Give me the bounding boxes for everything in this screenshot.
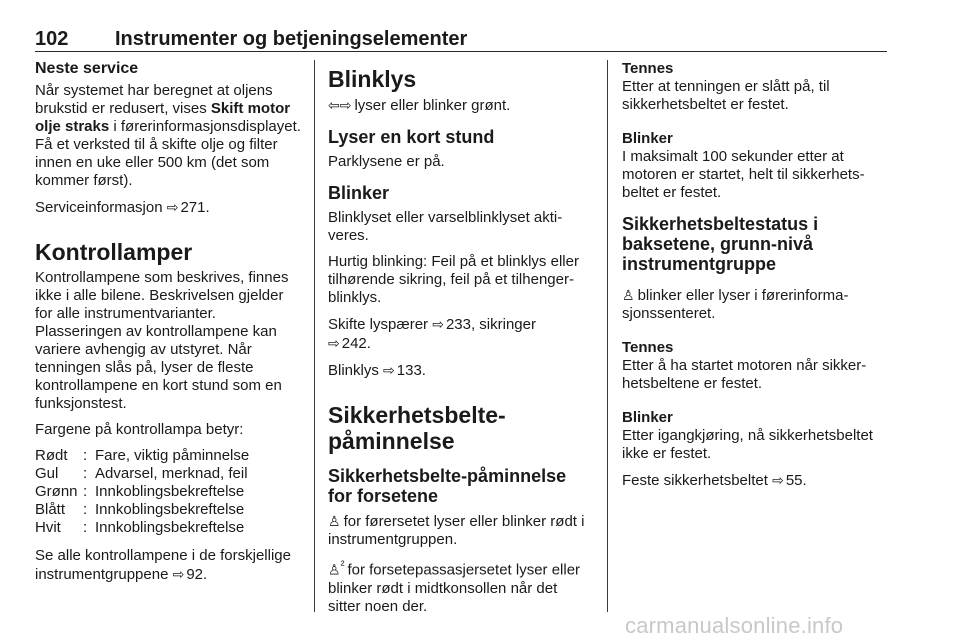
seatbelt-person-icon: ♙$^{^2}$ bbox=[328, 559, 345, 578]
page-ref-link[interactable]: 233, sikringer bbox=[445, 316, 536, 333]
text: for forsetepassasjersetet lyser eller blinker rødt i midtkonsollen når det sitter noen der. bbox=[328, 561, 581, 615]
color-name: Hvit bbox=[35, 519, 61, 536]
heading-line: påminnelse bbox=[328, 428, 455, 454]
paragraph bbox=[328, 315, 592, 353]
seatbelt-person-icon: ♙ bbox=[328, 513, 341, 529]
page-ref-link[interactable]: 271. bbox=[180, 199, 210, 216]
color-meaning: Advarsel, merknad, feil bbox=[95, 465, 248, 482]
ref-arrow-icon: ⇨ bbox=[172, 566, 185, 582]
header-rule bbox=[35, 51, 887, 52]
color-name: Blått bbox=[35, 501, 66, 518]
table-row bbox=[35, 501, 249, 519]
bold-text: Skift motor olje straks bbox=[35, 100, 291, 135]
page-number: 102 bbox=[35, 28, 69, 50]
paragraph: Kontrollampene som beskrives, finnes ikke i alle bilene. Beskrivelsen gjelder for alle instrumentvarianter. Plasseringen av kontrollampene kan variere avhengig av utstyret. Når tenningen slås på, lyser de fleste kontrollampene en kort stund som en funksjonstest. bbox=[35, 269, 289, 412]
text: blinker eller lyser i førerinformasjonssenteret. bbox=[622, 287, 849, 322]
page-title: Instrumenter og betjeningselementer bbox=[115, 28, 468, 50]
table-row bbox=[35, 483, 249, 501]
column-2 bbox=[328, 60, 592, 624]
page-header bbox=[35, 4, 887, 48]
text: Feste sikkerhetsbeltet bbox=[622, 472, 768, 489]
paragraph: Parklysene er på. bbox=[328, 153, 445, 170]
text: Når systemet har beregnet at oljens brukstid er redusert, vises bbox=[35, 82, 273, 117]
text: for førersetet lyser eller blinker rødt i instrumentgruppen. bbox=[328, 513, 585, 548]
superscript: ² bbox=[340, 559, 345, 572]
paragraph bbox=[328, 512, 592, 549]
text: Skifte lyspærer bbox=[328, 316, 429, 333]
paragraph bbox=[35, 547, 303, 584]
sub-heading-blinker: Blinker bbox=[328, 183, 390, 203]
color-name: Gul bbox=[35, 465, 59, 482]
paragraph: Etter igangkjøring, nå sikkerhetsbeltet ikke er festet. bbox=[622, 427, 873, 462]
section-heading-neste-service: Neste service bbox=[35, 60, 139, 77]
watermark-text: carmanualsonline.info bbox=[625, 613, 844, 638]
separator: : bbox=[83, 519, 88, 536]
page-ref-link[interactable]: 55. bbox=[785, 472, 807, 489]
page-ref-link[interactable]: 133. bbox=[396, 362, 426, 379]
ref-arrow-icon: ⇨ bbox=[383, 362, 395, 378]
column-3 bbox=[622, 60, 886, 498]
paragraph: Fargene på kontrollampa betyr: bbox=[35, 421, 244, 438]
table-row bbox=[35, 465, 249, 483]
table-row bbox=[35, 519, 249, 537]
paragraph bbox=[622, 471, 886, 490]
paragraph: Blinklyset eller varselblinklyset aktiveres. bbox=[328, 209, 563, 244]
separator: : bbox=[83, 501, 88, 518]
paragraph bbox=[622, 286, 886, 323]
section-heading-kontrollamper: Kontrollamper bbox=[35, 239, 193, 265]
paragraph bbox=[35, 82, 303, 190]
sub-heading-tennes: Tennes bbox=[622, 339, 674, 356]
separator: : bbox=[83, 447, 88, 464]
color-meaning: Innkoblingsbekreftelse bbox=[95, 501, 245, 518]
color-meaning-table bbox=[35, 447, 249, 537]
paragraph bbox=[328, 96, 592, 115]
column-divider bbox=[314, 60, 315, 612]
paragraph: Hurtig blinking: Feil på et blinklys eller tilhørende sikring, feil på et tilhengerblinklys. bbox=[328, 253, 579, 306]
sub-heading-forsetene: Sikkerhetsbelte-påminnelse for forsetene bbox=[328, 466, 567, 506]
paragraph: Etter å ha startet motoren når sikkerhetsbeltene er festet. bbox=[622, 357, 867, 392]
text: Serviceinformasjon bbox=[35, 199, 163, 216]
separator: : bbox=[83, 483, 88, 500]
ref-arrow-icon: ⇨ bbox=[166, 199, 179, 215]
text: lyser eller blinker grønt. bbox=[354, 97, 511, 114]
color-meaning: Innkoblingsbekreftelse bbox=[95, 519, 245, 536]
section-heading-sikkerhetsbelte bbox=[328, 402, 592, 454]
paragraph: Etter at tenningen er slått på, til sikkerhetsbeltet er festet. bbox=[622, 78, 830, 113]
ref-arrow-icon: ⇨ bbox=[328, 335, 340, 351]
separator: : bbox=[83, 465, 88, 482]
paragraph: I maksimalt 100 sekunder etter at motoren er startet, helt til sikkerhetsbeltet er festet. bbox=[622, 148, 865, 201]
section-heading-blinklys: Blinklys bbox=[328, 66, 417, 92]
text: Blinklys bbox=[328, 362, 379, 379]
paragraph bbox=[328, 361, 592, 380]
color-meaning: Fare, viktig påminnelse bbox=[95, 447, 250, 464]
seatbelt-person-icon: ♙ bbox=[622, 287, 635, 303]
paragraph bbox=[328, 557, 592, 616]
ref-arrow-icon: ⇨ bbox=[772, 472, 784, 488]
column-1 bbox=[35, 60, 303, 592]
page-ref-link[interactable]: 242. bbox=[341, 335, 371, 352]
color-meaning: Innkoblingsbekreftelse bbox=[95, 483, 245, 500]
page-ref-link[interactable]: 92. bbox=[186, 566, 208, 583]
paragraph bbox=[35, 198, 303, 217]
color-name: Grønn bbox=[35, 483, 78, 500]
text: Se alle kontrollampene i de forskjellige instrumentgruppene bbox=[35, 547, 291, 583]
turn-signal-icon: ⇦⇨ bbox=[328, 97, 352, 113]
table-row bbox=[35, 447, 249, 465]
heading-line: Sikkerhetsbelte- bbox=[328, 402, 506, 428]
section-heading-status: Sikkerhetsbeltestatus i baksetene, grunn-nivå instrumentgruppe bbox=[622, 214, 819, 274]
sub-heading-lyser: Lyser en kort stund bbox=[328, 127, 495, 147]
ref-arrow-icon: ⇨ bbox=[432, 316, 444, 332]
text: i førerinformasjonsdisplayet. Få et verksted til å skifte olje og filter innen en uke eller 500 km (det som kommer først). bbox=[35, 118, 301, 189]
color-name: Rødt bbox=[35, 447, 68, 464]
sub-heading-blinker: Blinker bbox=[622, 130, 673, 147]
sub-heading-tennes: Tennes bbox=[622, 60, 674, 77]
sub-heading-blinker: Blinker bbox=[622, 409, 673, 426]
column-divider bbox=[607, 60, 608, 612]
